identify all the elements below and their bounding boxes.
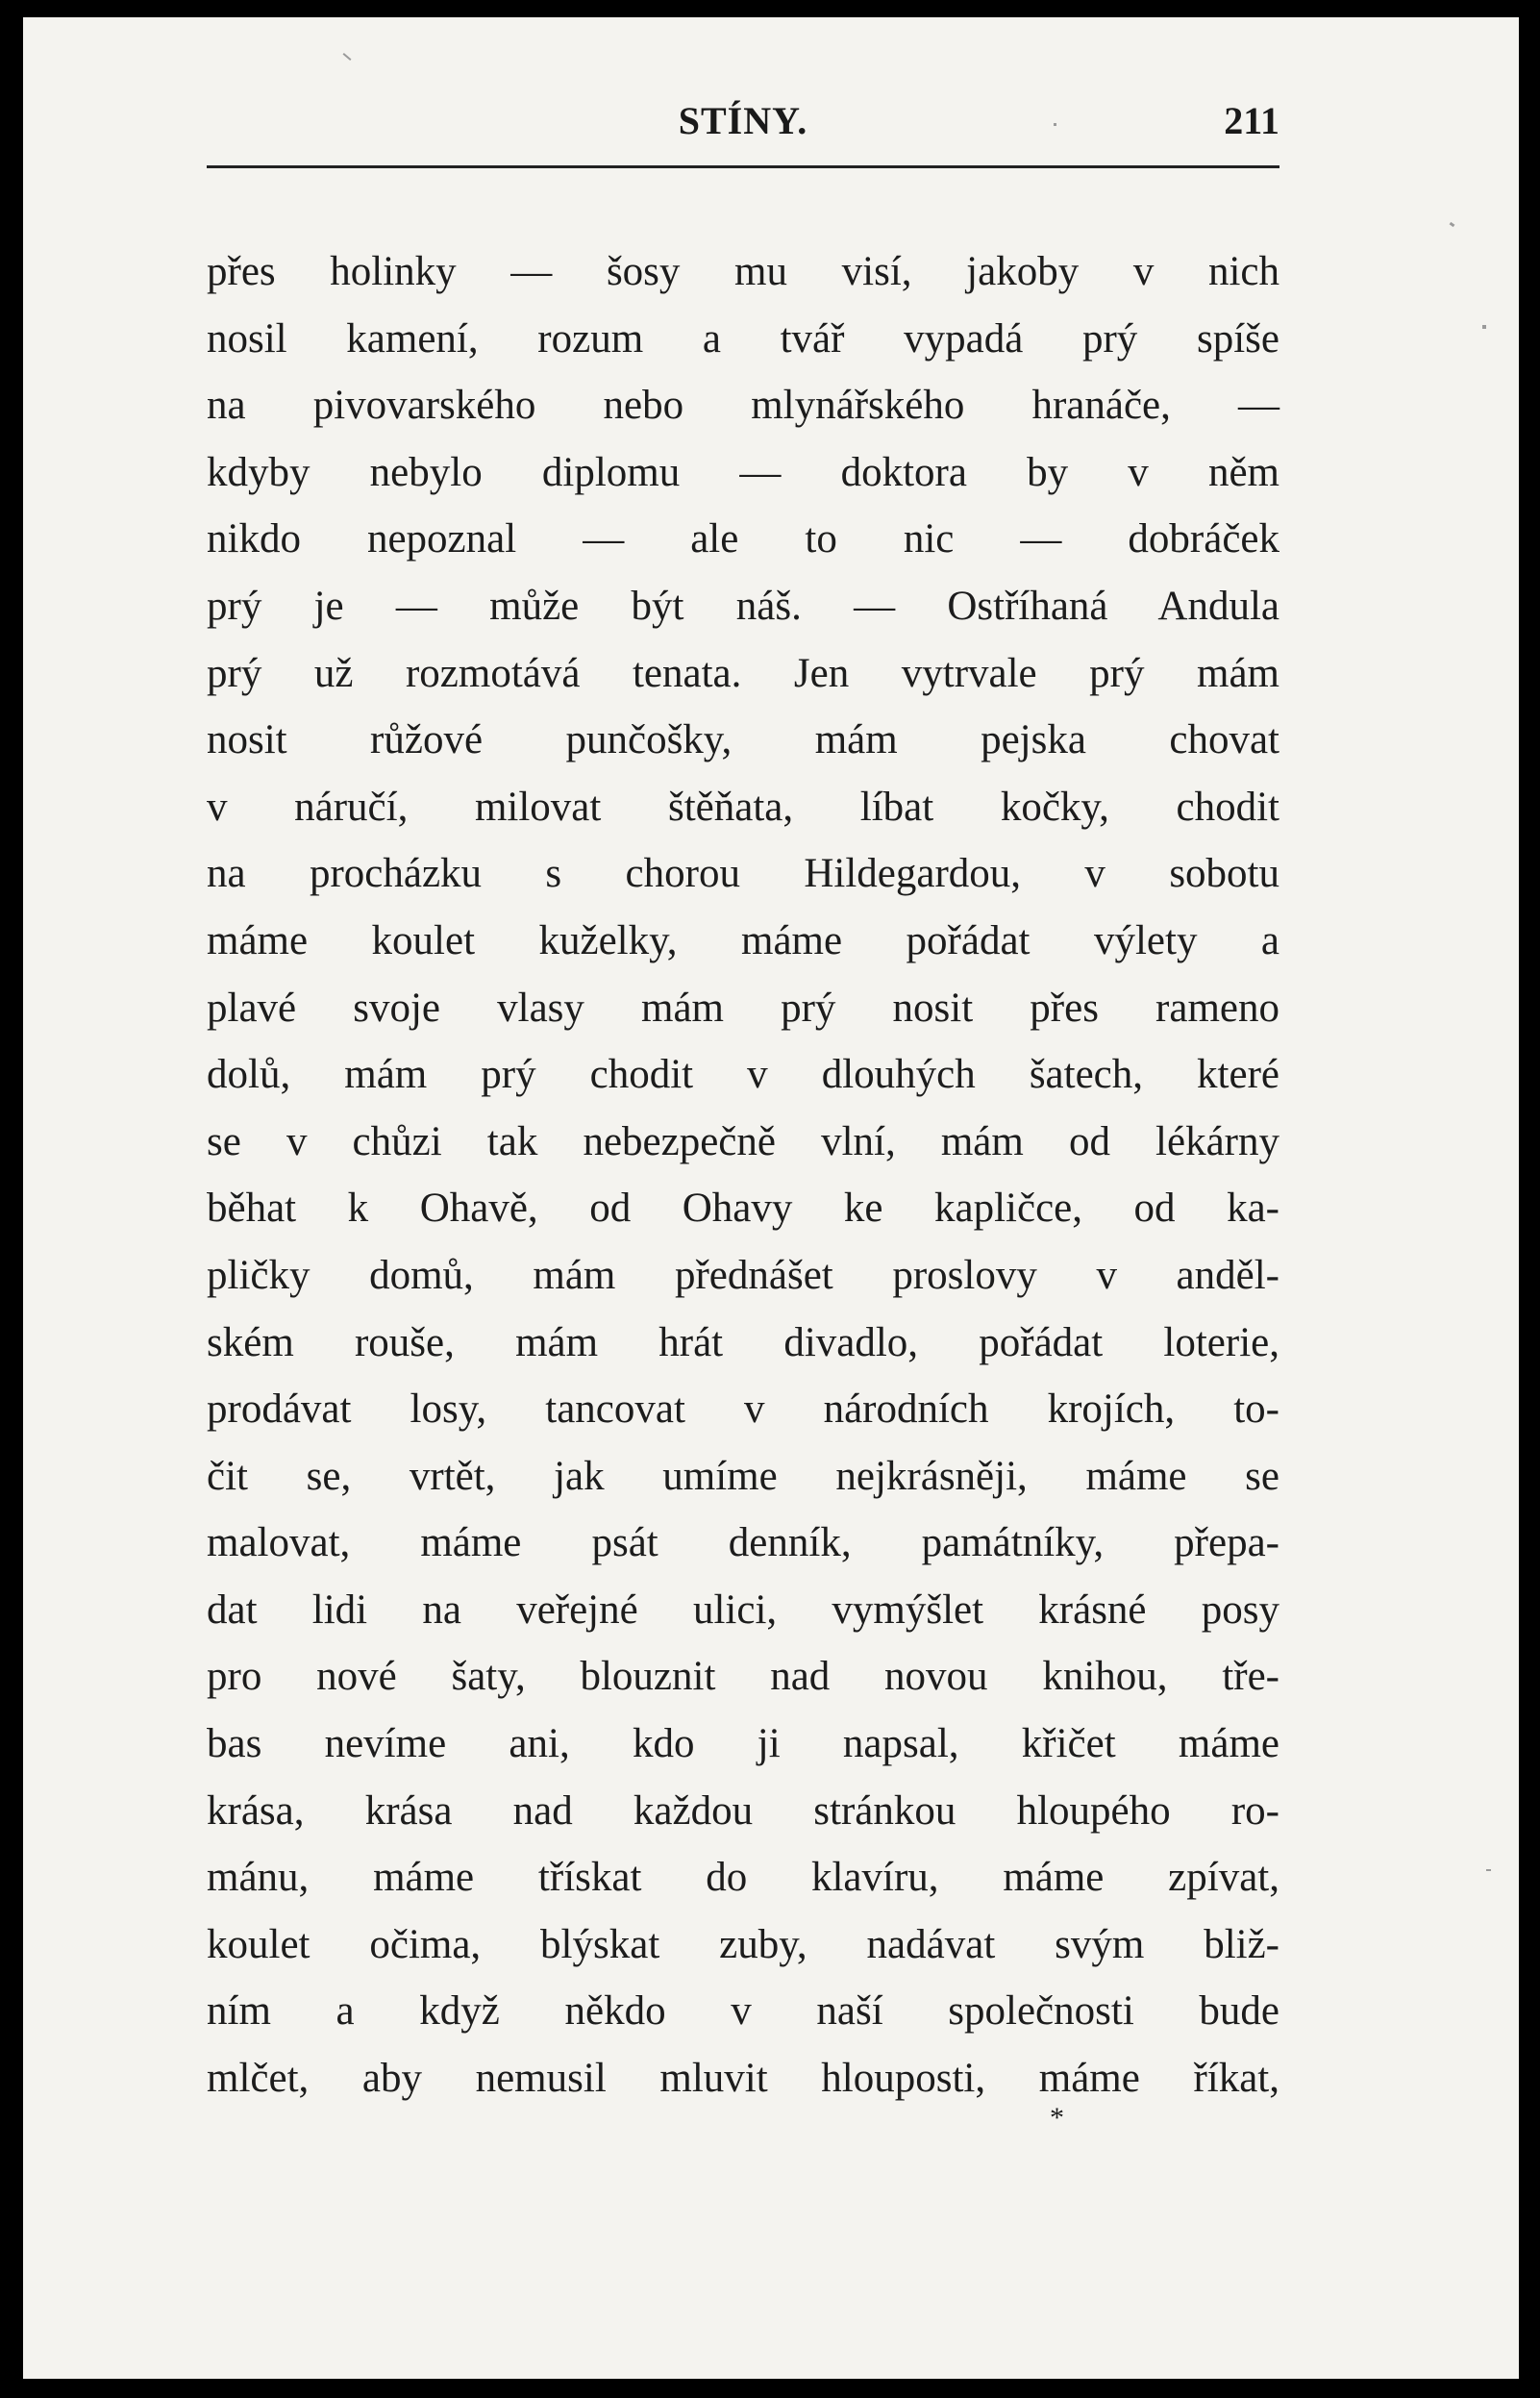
text-line: ském rouše, mám hrát divadlo, pořádat loterie, [207, 1319, 1279, 1365]
text-line: pro nové šaty, blouznit nad novou knihou, tře- [207, 1654, 1279, 1700]
page-header [207, 88, 1279, 146]
text-line: v náručí, milovat štěňata, líbat kočky, chodit [207, 784, 1279, 830]
scan-speck [1486, 1869, 1491, 1871]
text-line: máme koulet kuželky, máme pořádat výlety a [207, 917, 1279, 963]
text-line: mánu, máme třískat do klavíru, máme zpívat, [207, 1855, 1279, 1901]
text-line: nosil kamení, rozum a tvář vypadá prý spíše [207, 315, 1279, 362]
text-line: malovat, máme psát denník, památníky, přepa- [207, 1520, 1279, 1566]
text-line: kdyby nebylo diplomu — doktora by v něm [207, 449, 1279, 495]
text-line: mlčet, aby nemusil mluvit hlouposti, máme říkat, [207, 2056, 1279, 2102]
text-line: prý je — může být náš. — Ostříhaná Andula [207, 583, 1279, 629]
text-line: ním a když někdo v naší společnosti bude [207, 1988, 1279, 2035]
text-line: pličky domů, mám přednášet proslovy v anděl- [207, 1252, 1279, 1298]
body-text [207, 238, 1279, 2112]
text-line: běhat k Ohavě, od Ohavy ke kapličce, od ka- [207, 1186, 1279, 1232]
text-line: čit se, vrtět, jak umíme nejkrásněji, máme se [207, 1453, 1279, 1499]
text-line: se v chůzi tak nebezpečně vlní, mám od lékárny [207, 1118, 1279, 1164]
scan-speck [1482, 325, 1486, 329]
page-number: 211 [1224, 99, 1279, 142]
text-line: dat lidi na veřejné ulici, vymýšlet krásné posy [207, 1586, 1279, 1633]
text-line: nosit růžové punčošky, mám pejska chovat [207, 717, 1279, 763]
text-line: prý už rozmotává tenata. Jen vytrvale prý mám [207, 650, 1279, 696]
text-line: krása, krása nad každou stránkou hloupého ro- [207, 1787, 1279, 1834]
text-line: přes holinky — šosy mu visí, jakoby v nich [207, 249, 1279, 294]
scan-speck [1054, 123, 1056, 126]
text-line: prodávat losy, tancovat v národních krojích, to- [207, 1386, 1279, 1433]
running-title: STÍNY. [678, 99, 808, 142]
text-line: plavé svoje vlasy mám prý nosit přes rameno [207, 985, 1279, 1031]
ornament-asterisk: * [1050, 2102, 1064, 2134]
text-line: na pivovarského nebo mlynářského hranáče, — [207, 383, 1279, 429]
text-line: na procházku s chorou Hildegardou, v sobotu [207, 851, 1279, 897]
text-line: bas nevíme ani, kdo ji napsal, křičet máme [207, 1721, 1279, 1767]
header-rule [207, 165, 1279, 168]
text-line: koulet očima, blýskat zuby, nadávat svým bliž- [207, 1921, 1279, 1967]
text-line: nikdo nepoznal — ale to nic — dobráček [207, 516, 1279, 562]
text-line: dolů, mám prý chodit v dlouhých šatech, které [207, 1052, 1279, 1098]
